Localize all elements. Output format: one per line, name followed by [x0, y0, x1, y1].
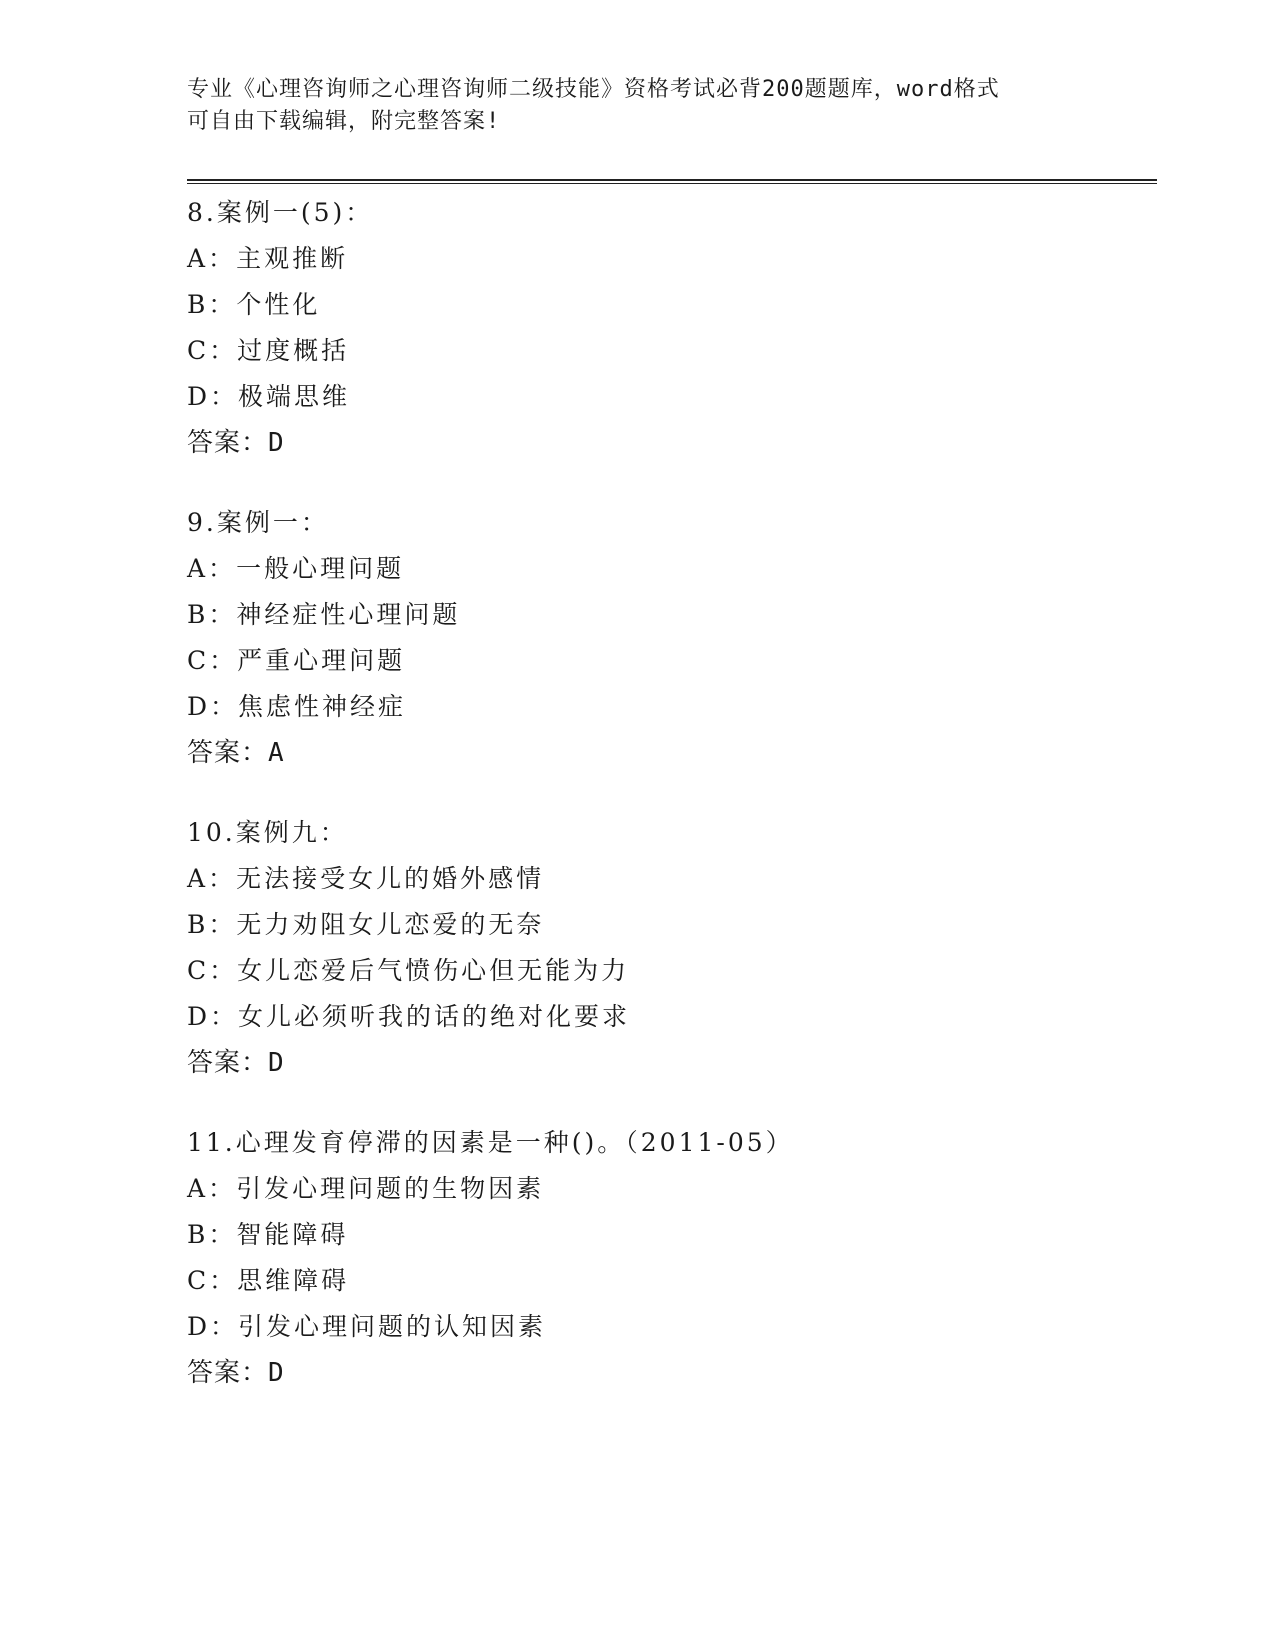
question-stem: 8.案例一(5)：	[187, 198, 374, 227]
option-b	[187, 1212, 1087, 1258]
option-a	[187, 546, 1087, 592]
option-text: 女儿必须听我的话的绝对化要求	[238, 1002, 631, 1031]
option-text: 神经症性心理问题	[236, 600, 461, 629]
answer-value: D	[268, 1358, 285, 1388]
option-letter: D：	[187, 1312, 239, 1341]
option-d	[187, 374, 1087, 420]
option-text: 智能障碍	[236, 1220, 349, 1249]
header-line-1: 专业《心理咨询师之心理咨询师二级技能》资格考试必背200题题库，word格式	[187, 77, 1000, 102]
answer-value: A	[268, 738, 285, 768]
option-letter: A：	[187, 554, 237, 583]
option-text: 严重心理问题	[237, 646, 406, 675]
option-letter: C：	[187, 956, 238, 985]
option-a	[187, 236, 1087, 282]
option-letter: A：	[187, 864, 237, 893]
document-header	[187, 74, 1087, 138]
option-b	[187, 902, 1087, 948]
option-text: 无法接受女儿的婚外感情	[236, 864, 545, 893]
option-letter: D：	[187, 382, 239, 411]
option-letter: B：	[187, 910, 237, 939]
question-list	[187, 190, 1087, 1430]
option-text: 主观推断	[236, 244, 349, 273]
option-letter: D：	[187, 1002, 239, 1031]
option-c	[187, 948, 1087, 994]
answer-label: 答案：	[187, 1358, 269, 1388]
option-letter: C：	[187, 1266, 238, 1295]
option-c	[187, 638, 1087, 684]
option-letter: C：	[187, 336, 238, 365]
option-letter: D：	[187, 692, 239, 721]
option-text: 焦虑性神经症	[238, 692, 407, 721]
option-d	[187, 994, 1087, 1040]
option-d	[187, 1304, 1087, 1350]
option-letter: B：	[187, 600, 237, 629]
answer-line	[187, 1350, 1087, 1396]
answer-line	[187, 730, 1087, 776]
answer-value: D	[268, 1048, 285, 1078]
question-11	[187, 1120, 1087, 1396]
question-10	[187, 810, 1087, 1086]
option-letter: B：	[187, 290, 237, 319]
option-letter: B：	[187, 1220, 237, 1249]
option-text: 引发心理问题的生物因素	[236, 1174, 545, 1203]
header-divider	[187, 179, 1157, 184]
option-letter: A：	[187, 244, 237, 273]
option-b	[187, 282, 1087, 328]
option-b	[187, 592, 1087, 638]
option-c	[187, 1258, 1087, 1304]
answer-value: D	[268, 428, 285, 458]
question-9	[187, 500, 1087, 776]
option-text: 引发心理问题的认知因素	[238, 1312, 547, 1341]
answer-label: 答案：	[187, 1048, 269, 1078]
question-stem: 11.心理发育停滞的因素是一种()。（2011-05）	[187, 1128, 794, 1157]
option-letter: A：	[187, 1174, 237, 1203]
option-d	[187, 684, 1087, 730]
question-8	[187, 190, 1087, 466]
option-a	[187, 856, 1087, 902]
header-line-2: 可自由下载编辑，附完整答案!	[187, 109, 501, 134]
option-text: 无力劝阻女儿恋爱的无奈	[236, 910, 545, 939]
option-text: 一般心理问题	[236, 554, 405, 583]
option-text: 个性化	[236, 290, 321, 319]
option-text: 极端思维	[238, 382, 351, 411]
answer-label: 答案：	[187, 738, 269, 768]
answer-line	[187, 1040, 1087, 1086]
option-a	[187, 1166, 1087, 1212]
answer-label: 答案：	[187, 428, 269, 458]
option-letter: C：	[187, 646, 238, 675]
option-text: 女儿恋爱后气愤伤心但无能为力	[237, 956, 630, 985]
option-text: 思维障碍	[237, 1266, 350, 1295]
question-stem: 9.案例一：	[187, 508, 329, 537]
answer-line	[187, 420, 1087, 466]
option-c	[187, 328, 1087, 374]
question-stem: 10.案例九：	[187, 818, 348, 847]
option-text: 过度概括	[237, 336, 350, 365]
